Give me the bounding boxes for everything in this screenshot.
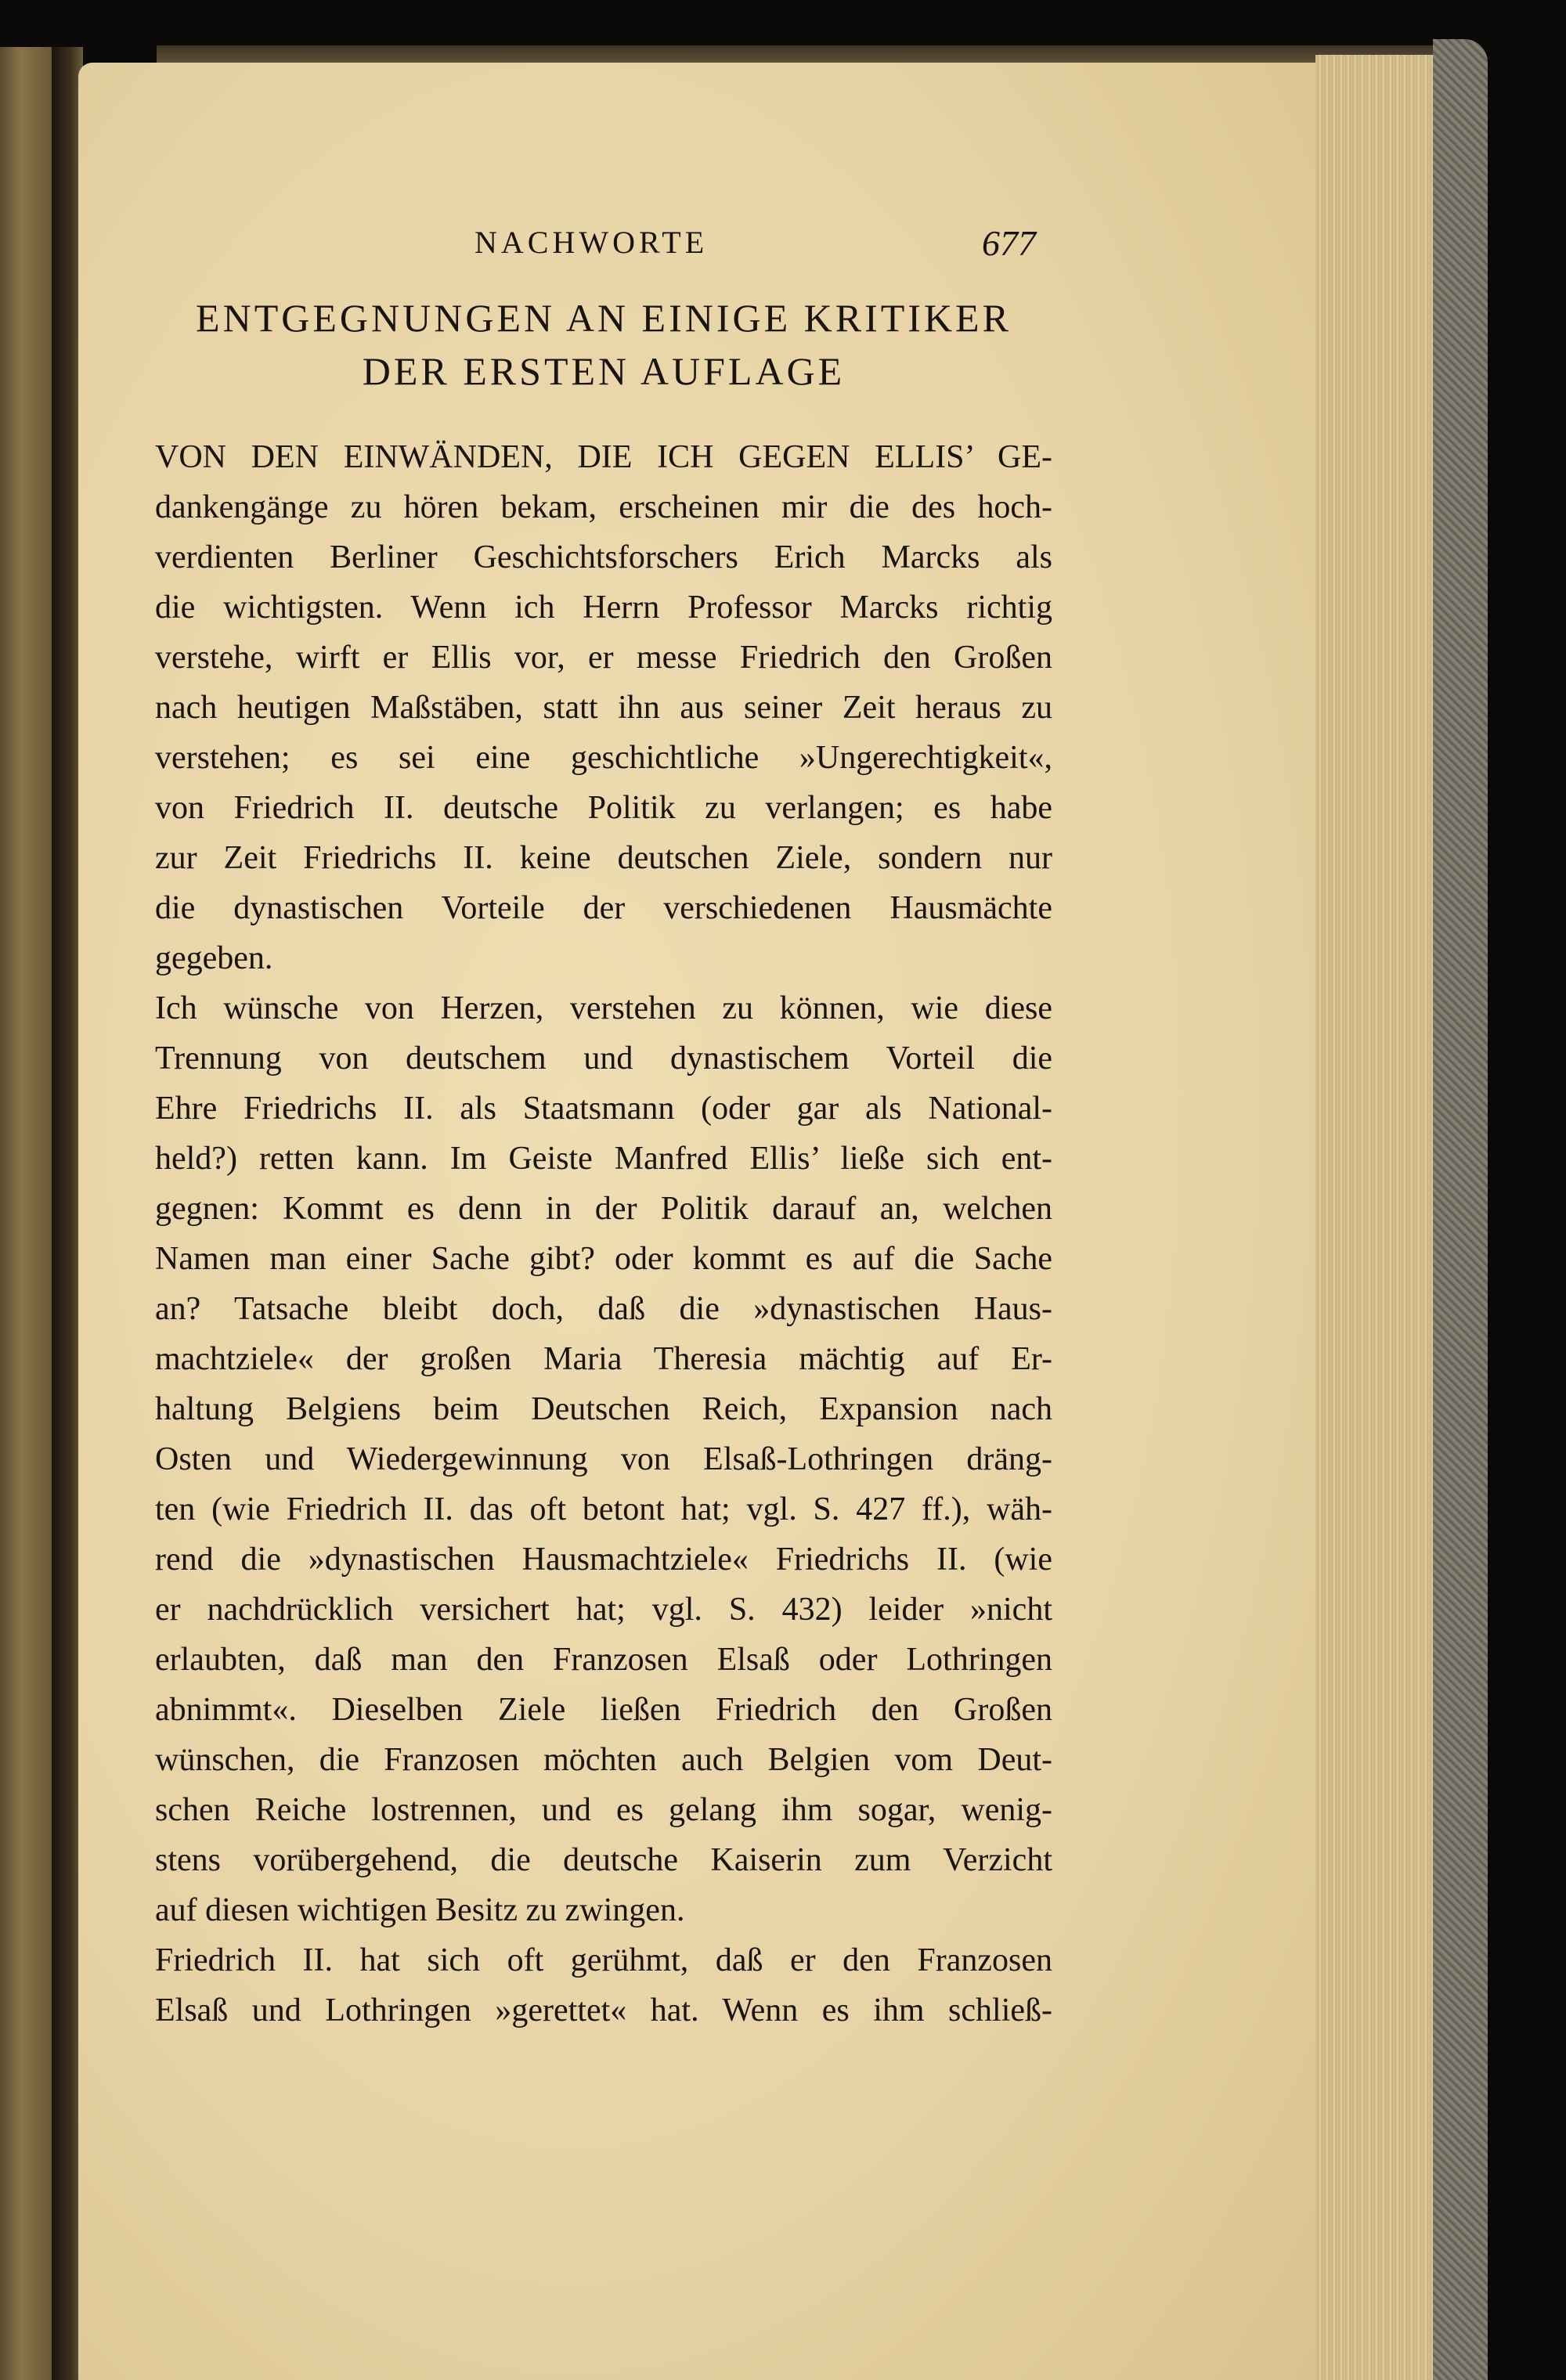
- text-line: erlaubten, daß man den Franzosen Elsaß oder Lothringen: [155, 1642, 1052, 1678]
- left-page-edge: [0, 47, 52, 2380]
- text-line: wünschen, die Franzosen möchten auch Belgien vom Deut-: [155, 1742, 1052, 1778]
- text-line: die dynastischen Vorteile der verschiedenen Hausmächte: [155, 890, 1052, 926]
- chapter-title: [155, 291, 1052, 398]
- page-edges: [1315, 55, 1433, 2380]
- running-head: NACHWORTE: [474, 225, 709, 260]
- text-line: auf diesen wichtigen Besitz zu zwingen.: [155, 1892, 685, 1928]
- chapter-title-line: DER ERSTEN AUFLAGE: [362, 349, 846, 393]
- text-line: abnimmt«. Dieselben Ziele ließen Friedrich den Großen: [155, 1692, 1052, 1728]
- text-line: dankengänge zu hören bekam, erscheinen mir die des hoch-: [155, 489, 1052, 525]
- page-number: 677: [982, 223, 1036, 263]
- text-line: er nachdrücklich versichert hat; vgl. S. 432) leider »nicht: [155, 1592, 1052, 1628]
- text-line: zur Zeit Friedrichs II. keine deutschen Ziele, sondern nur: [155, 840, 1052, 876]
- text-line: die wichtigsten. Wenn ich Herrn Professor Marcks richtig: [155, 590, 1052, 626]
- text-line: held?) retten kann. Im Geiste Manfred Ellis’ ließe sich ent-: [155, 1141, 1052, 1177]
- body-text: [155, 432, 1052, 2036]
- text-line: gegeben.: [155, 940, 273, 976]
- text-line: verdienten Berliner Geschichtsforschers Erich Marcks als: [155, 539, 1052, 575]
- chapter-title-line: ENTGEGNUNGEN AN EINIGE KRITIKER: [196, 296, 1012, 340]
- text-line: ten (wie Friedrich II. das oft betont hat; vgl. S. 427 ff.), wäh-: [155, 1491, 1052, 1527]
- text-line: Elsaß und Lothringen »gerettet« hat. Wenn es ihm schließ-: [155, 1992, 1052, 2028]
- text-line: Trennung von deutschem und dynastischem Vorteil die: [155, 1040, 1052, 1076]
- text-line: machtziele« der großen Maria Theresia mächtig auf Er-: [155, 1341, 1052, 1377]
- text-line: Ich wünsche von Herzen, verstehen zu können, wie diese: [155, 990, 1052, 1026]
- text-line: von Friedrich II. deutsche Politik zu verlangen; es habe: [155, 790, 1052, 826]
- text-line: haltung Belgiens beim Deutschen Reich, Expansion nach: [155, 1391, 1052, 1427]
- text-line: Ehre Friedrichs II. als Staatsmann (oder gar als National-: [155, 1091, 1052, 1127]
- book-binding: [1433, 39, 1488, 2380]
- text-line: stens vorübergehend, die deutsche Kaiserin zum Verzicht: [155, 1842, 1052, 1878]
- text-line: VON DEN EINWÄNDEN, DIE ICH GEGEN ELLIS’ GE-: [155, 439, 1052, 475]
- text-line: rend die »dynastischen Hausmachtziele« Friedrichs II. (wie: [155, 1542, 1052, 1578]
- text-line: Namen man einer Sache gibt? oder kommt es auf die Sache: [155, 1241, 1052, 1277]
- text-line: gegnen: Kommt es denn in der Politik darauf an, welchen: [155, 1191, 1052, 1227]
- text-line: an? Tatsache bleibt doch, daß die »dynastischen Haus-: [155, 1291, 1052, 1327]
- text-line: nach heutigen Maßstäben, statt ihn aus seiner Zeit heraus zu: [155, 690, 1052, 726]
- text-line: verstehe, wirft er Ellis vor, er messe Friedrich den Großen: [155, 640, 1052, 676]
- text-line: Friedrich II. hat sich oft gerühmt, daß er den Franzosen: [155, 1942, 1052, 1978]
- text-line: verstehen; es sei eine geschichtliche »Ungerechtigkeit«,: [155, 740, 1052, 776]
- text-line: Osten und Wiedergewinnung von Elsaß-Lothringen dräng-: [155, 1441, 1052, 1477]
- text-line: schen Reiche lostrennen, und es gelang ihm sogar, wenig-: [155, 1792, 1052, 1828]
